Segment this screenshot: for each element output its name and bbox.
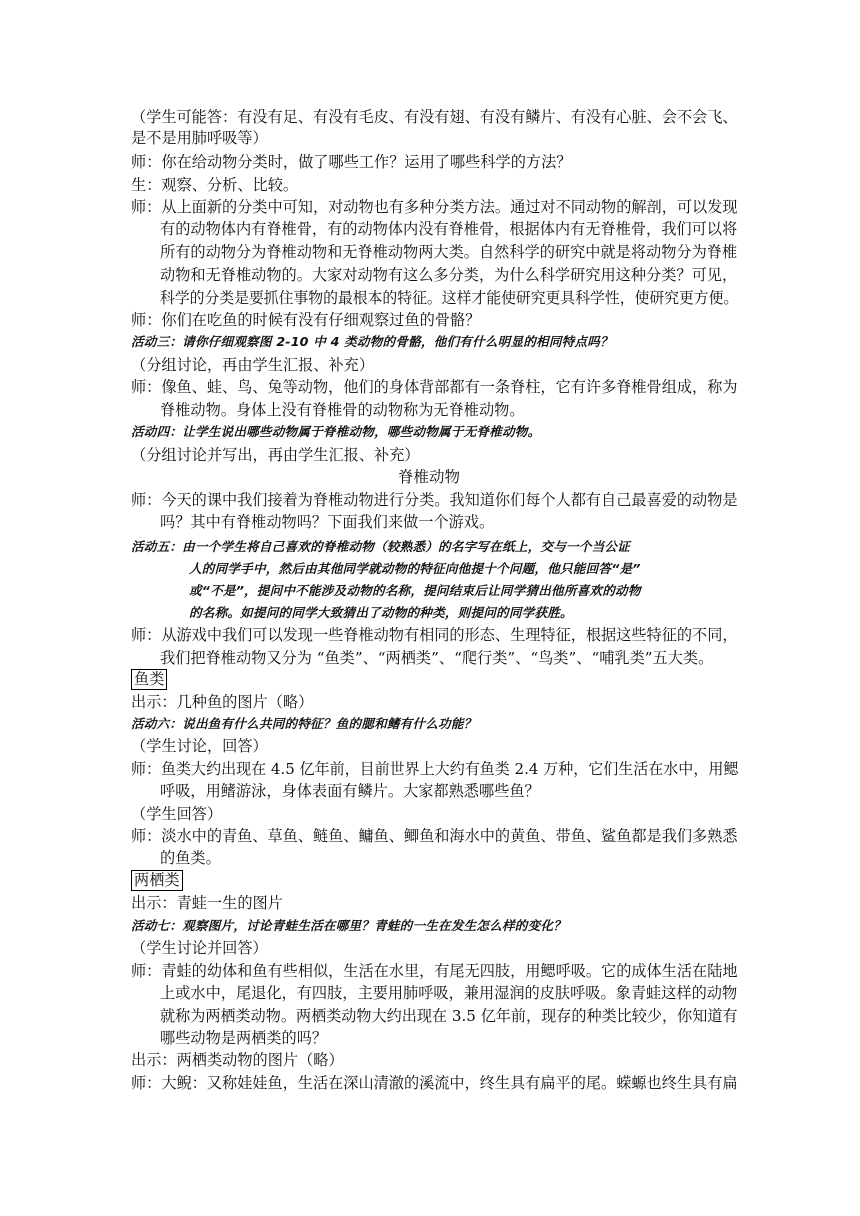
activity-text: 的名称。如提问的同学大致猜出了动物的种类，则提问的同学获胜。 <box>189 605 573 620</box>
text-line: 呼吸，用鳍游泳，身体表面有鳞片。大家都熟悉哪些鱼？ <box>160 782 540 800</box>
text-line: 是不是用肺呼吸等） <box>131 129 268 147</box>
text-line: （分组讨论并写出，再由学生汇报、补充） <box>131 446 420 464</box>
activity-heading: 活动六：说出鱼有什么共同的特征？鱼的腮和鳍有什么功能？ <box>131 716 477 731</box>
text-line: 师：从游戏中我们可以发现一些脊椎动物有相同的形态、生理特征，根据这些特征的不同， <box>131 626 738 644</box>
text-line: 吗？其中有脊椎动物吗？下面我们来做一个游戏。 <box>160 513 495 531</box>
text-line: 师：淡水中的青鱼、草鱼、鲢鱼、鳙鱼、鲫鱼和海水中的黄鱼、带鱼、鲨鱼都是我们多熟悉 <box>131 827 738 845</box>
text-line: 师：从上面新的分类中可知，对动物也有多种分类方法。通过对不同动物的解剖，可以发现 <box>131 198 738 216</box>
text-line: （分组讨论，再由学生汇报、补充） <box>131 356 374 374</box>
section-label-amphibian <box>131 870 183 891</box>
text-line: 有的动物体内有脊椎骨，有的动物体内没有脊椎骨，根据体内有无脊椎骨，我们可以将 <box>160 220 738 238</box>
text-line: 出示：几种鱼的图片（略） <box>131 693 314 711</box>
activity-heading: 活动四：让学生说出哪些动物属于脊椎动物，哪些动物属于无脊椎动物。 <box>131 424 541 439</box>
text-line: 的鱼类。 <box>160 849 221 867</box>
text-line: 出示：两栖类动物的图片（略） <box>131 1051 344 1069</box>
text-line: 科学的分类是要抓住事物的最根本的特征。这样才能使研究更具科学性，使研究更方便。 <box>160 289 739 307</box>
text-line: （学生讨论，回答） <box>131 737 268 755</box>
text-line: （学生可能答：有没有足、有没有毛皮、有没有翅、有没有鳞片、有没有心脏、会不会飞、 <box>131 108 738 126</box>
text-line: （学生回答） <box>131 805 223 823</box>
text-line: 上或水中，尾退化，有四肢，主要用肺呼吸，兼用湿润的皮肤呼吸。象青蛙这样的动物 <box>160 984 738 1002</box>
text-line: 出示：青蛙一生的图片 <box>131 894 283 912</box>
text-line: 我们把脊椎动物又分为 “鱼类”、“两栖类”、“爬行类”、“鸟类”、“哺乳类”五大类。 <box>160 649 714 667</box>
text-line: 师：今天的课中我们接着为脊椎动物进行分类。我知道你们每个人都有自己最喜爱的动物是 <box>131 491 738 509</box>
text-line: 脊椎动物。身体上没有脊椎骨的动物称为无脊椎动物。 <box>160 401 525 419</box>
activity-heading: 活动五：由一个学生将自己喜欢的脊椎动物（较熟悉）的名字写在纸上，交与一个当公证 <box>131 539 630 554</box>
activity-text: 或“不是”，提问中不能涉及动物的名称，提问结束后让同学猜出他所喜欢的动物 <box>189 583 641 598</box>
text-line: 师：鱼类大约出现在 4.5 亿年前，目前世界上大约有鱼类 2.4 万种，它们生活在水中，用鳃 <box>131 760 739 778</box>
activity-heading: 活动七：观察图片，讨论青蛙生活在哪里？青蛙的一生在发生怎么样的变化？ <box>131 918 566 933</box>
section-title: 脊椎动物 <box>398 468 461 486</box>
text-line: （学生讨论并回答） <box>131 939 268 957</box>
boxed-label: 鱼类 <box>131 669 167 690</box>
text-line: 就称为两栖类动物。两栖类动物大约出现在 3.5 亿年前，现存的种类比较少，你知道有 <box>160 1007 738 1025</box>
text-line: 哪些动物是两栖类的吗？ <box>160 1029 328 1047</box>
boxed-label: 两栖类 <box>131 870 183 891</box>
text-line: 生：观察、分析、比较。 <box>131 176 299 194</box>
text-line: 师：青蛙的幼体和鱼有些相似，生活在水里，有尾无四肢，用鳃呼吸。它的成体生活在陆地 <box>131 962 738 980</box>
text-line: 动物和无脊椎动物的。大家对动物有这么多分类，为什么科学研究用这种分类？可见， <box>160 266 738 284</box>
activity-heading: 活动三：请你仔细观察图 2-10 中 4 类动物的骨骼，他们有什么明显的相同特点吗？ <box>131 334 613 349</box>
section-label-fish <box>131 669 167 690</box>
text-line: 师：你们在吃鱼的时候有没有仔细观察过鱼的骨骼？ <box>131 311 481 329</box>
text-line: 师：像鱼、蛙、鸟、兔等动物，他们的身体背部都有一条脊柱，它有许多脊椎骨组成，称为 <box>131 378 738 396</box>
text-line: 师：大鲵：又称娃娃鱼，生活在深山清澈的溪流中，终生具有扁平的尾。蝾螈也终生具有扁 <box>131 1074 738 1092</box>
text-line: 师：你在给动物分类时，做了哪些工作？运用了哪些科学的方法？ <box>131 153 572 171</box>
activity-text: 人的同学手中，然后由其他同学就动物的特征向他提十个问题，他只能回答“是” <box>189 561 641 576</box>
text-line: 所有的动物分为脊椎动物和无脊椎动物两大类。自然科学的研究中就是将动物分为脊椎 <box>160 243 738 261</box>
